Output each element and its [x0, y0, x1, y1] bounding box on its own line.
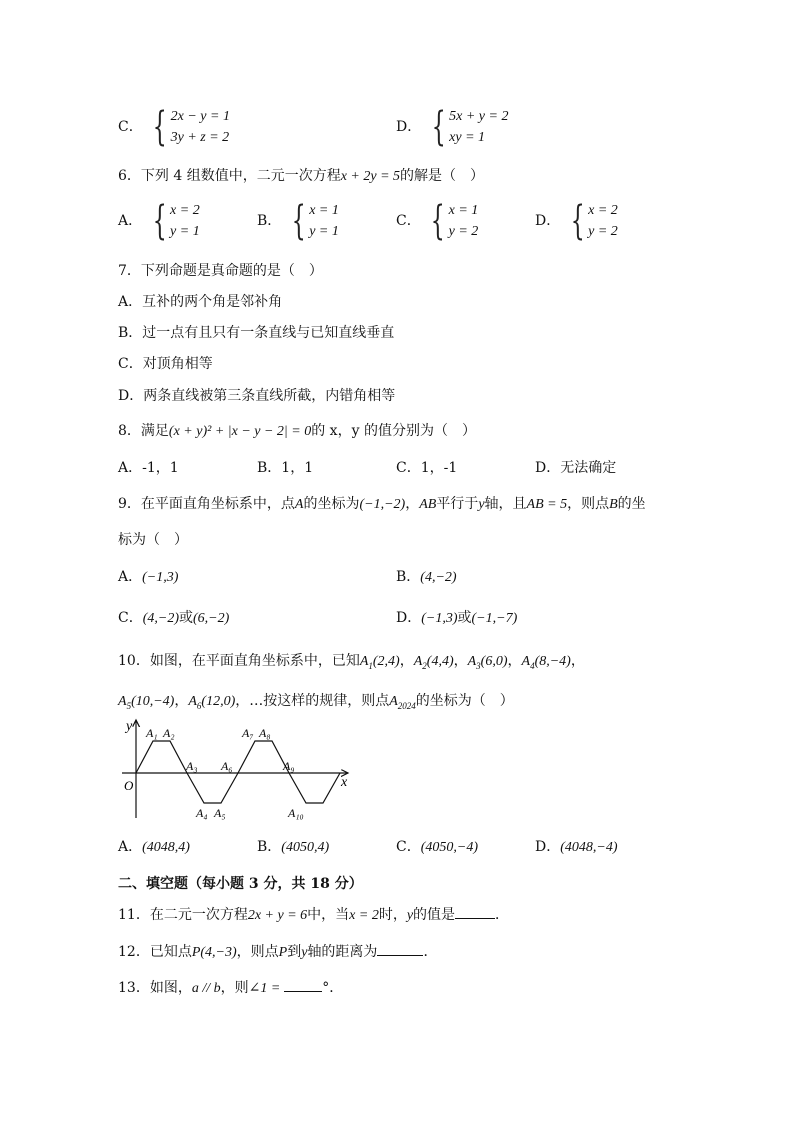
origin-label: O: [124, 778, 134, 793]
q5-option-c: C． { 2x − y = 1 3y + z = 2: [118, 104, 230, 150]
q10-option-a: A．(4048,4): [118, 839, 190, 855]
q6-option-a: A． { x = 2 y = 1: [118, 198, 200, 244]
q7-option-d: D．两条直线被第三条直线所截，内错角相等: [118, 388, 396, 404]
zigzag-path: [136, 741, 340, 803]
q8-option-d: D．无法确定: [535, 460, 617, 476]
math-expression: x + 2y = 5: [340, 169, 401, 184]
y-axis-label: y: [126, 719, 133, 734]
q9-option-b: B．(4,−2): [396, 569, 457, 585]
q9-option-d: D．(−1,3)或(−1,−7): [396, 610, 518, 626]
section-title: 二、填空题（每小题 3 分，共 18 分）: [118, 876, 363, 892]
option-label: D．: [396, 119, 422, 135]
point-label: A₇: [242, 726, 254, 740]
question-9-stem-line1: 9．在平面直角坐标系中，点A的坐标为(−1,−2)，AB平行于y轴，且AB = 5，则点B的坐: [118, 496, 646, 512]
math-expression: (x + y)² + |x − y − 2| = 0: [168, 424, 312, 439]
option-label: C．: [118, 119, 143, 135]
question-10-stem-line1: 10．如图，在平面直角坐标系中，已知$A_1(2,4)$，$A_2(4,4)$，$A_3(6,0)$，$A_4(8,-4)$，: [118, 653, 585, 671]
point-label: A₆: [221, 759, 233, 773]
q10-option-c: C．(4050,−4): [396, 839, 478, 855]
q8-option-a: A．-1，1: [118, 460, 179, 476]
question-6-stem: 6．下列 4 组数值中，二元一次方程x + 2y = 5的解是（ ）: [118, 168, 485, 184]
question-11: 11．在二元一次方程2x + y = 6中，当x = 2时，y的值是 ．: [118, 904, 509, 924]
point-label: A₄: [196, 806, 208, 820]
equation-line: 3y + z = 2: [170, 130, 230, 145]
q5-option-d: D． { 5x + y = 2 xy = 1: [396, 104, 509, 150]
point-label: A₁₀: [288, 806, 304, 820]
q8-option-b: B．1，1: [257, 460, 314, 476]
answer-blank[interactable]: [455, 904, 495, 919]
q6-option-d: D． { x = 2 y = 2: [535, 198, 618, 244]
q7-option-a: A．互补的两个角是邻补角: [118, 294, 283, 310]
point-label: A₁: [146, 726, 158, 740]
question-10-stem-line2: $A_5(10,-4)$，$A_6(12,0)$，…按这样的规律，则点$A_{2024}$的坐标为（ ）: [118, 693, 514, 711]
answer-blank[interactable]: [377, 941, 423, 956]
question-9-stem-line2: 标为（ ）: [118, 532, 188, 548]
point-label: A₈: [259, 726, 271, 740]
question-12: 12．已知点P(4,−3)，则点P到y轴的距离为 ．: [118, 941, 437, 961]
equation-line: 2x − y = 1: [170, 109, 230, 124]
q9-option-c: C．(4,−2)或(6,−2): [118, 610, 230, 626]
q6-option-b: B． { x = 1 y = 1: [257, 198, 339, 244]
point-label: A₃: [186, 759, 198, 773]
zigzag-coordinate-figure: [118, 714, 358, 824]
q10-option-b: B．(4050,4): [257, 839, 330, 855]
equation-line: xy = 1: [449, 130, 486, 145]
q7-option-c: C．对顶角相等: [118, 356, 213, 372]
q9-option-a: A．(−1,3): [118, 569, 179, 585]
point-label: A₉: [283, 759, 295, 773]
q10-option-d: D．(4048,−4): [535, 839, 618, 855]
point-label: A₅: [214, 806, 226, 820]
x-axis-label: x: [341, 775, 348, 790]
question-13: 13．如图，a // b，则∠1 = °．: [118, 977, 343, 997]
q6-option-c: C． { x = 1 y = 2: [396, 198, 479, 244]
q8-option-c: C．1，-1: [396, 460, 458, 476]
q7-option-b: B．过一点有且只有一条直线与已知直线垂直: [118, 325, 395, 341]
point-label: A₂: [163, 726, 175, 740]
question-7-stem: 7．下列命题是真命题的是（ ）: [118, 263, 323, 279]
answer-blank[interactable]: [284, 977, 322, 992]
equation-line: 5x + y = 2: [449, 109, 509, 124]
question-8-stem: 8．满足(x + y)² + |x − y − 2| = 0的 x，y 的值分别为（ ）: [118, 423, 476, 439]
